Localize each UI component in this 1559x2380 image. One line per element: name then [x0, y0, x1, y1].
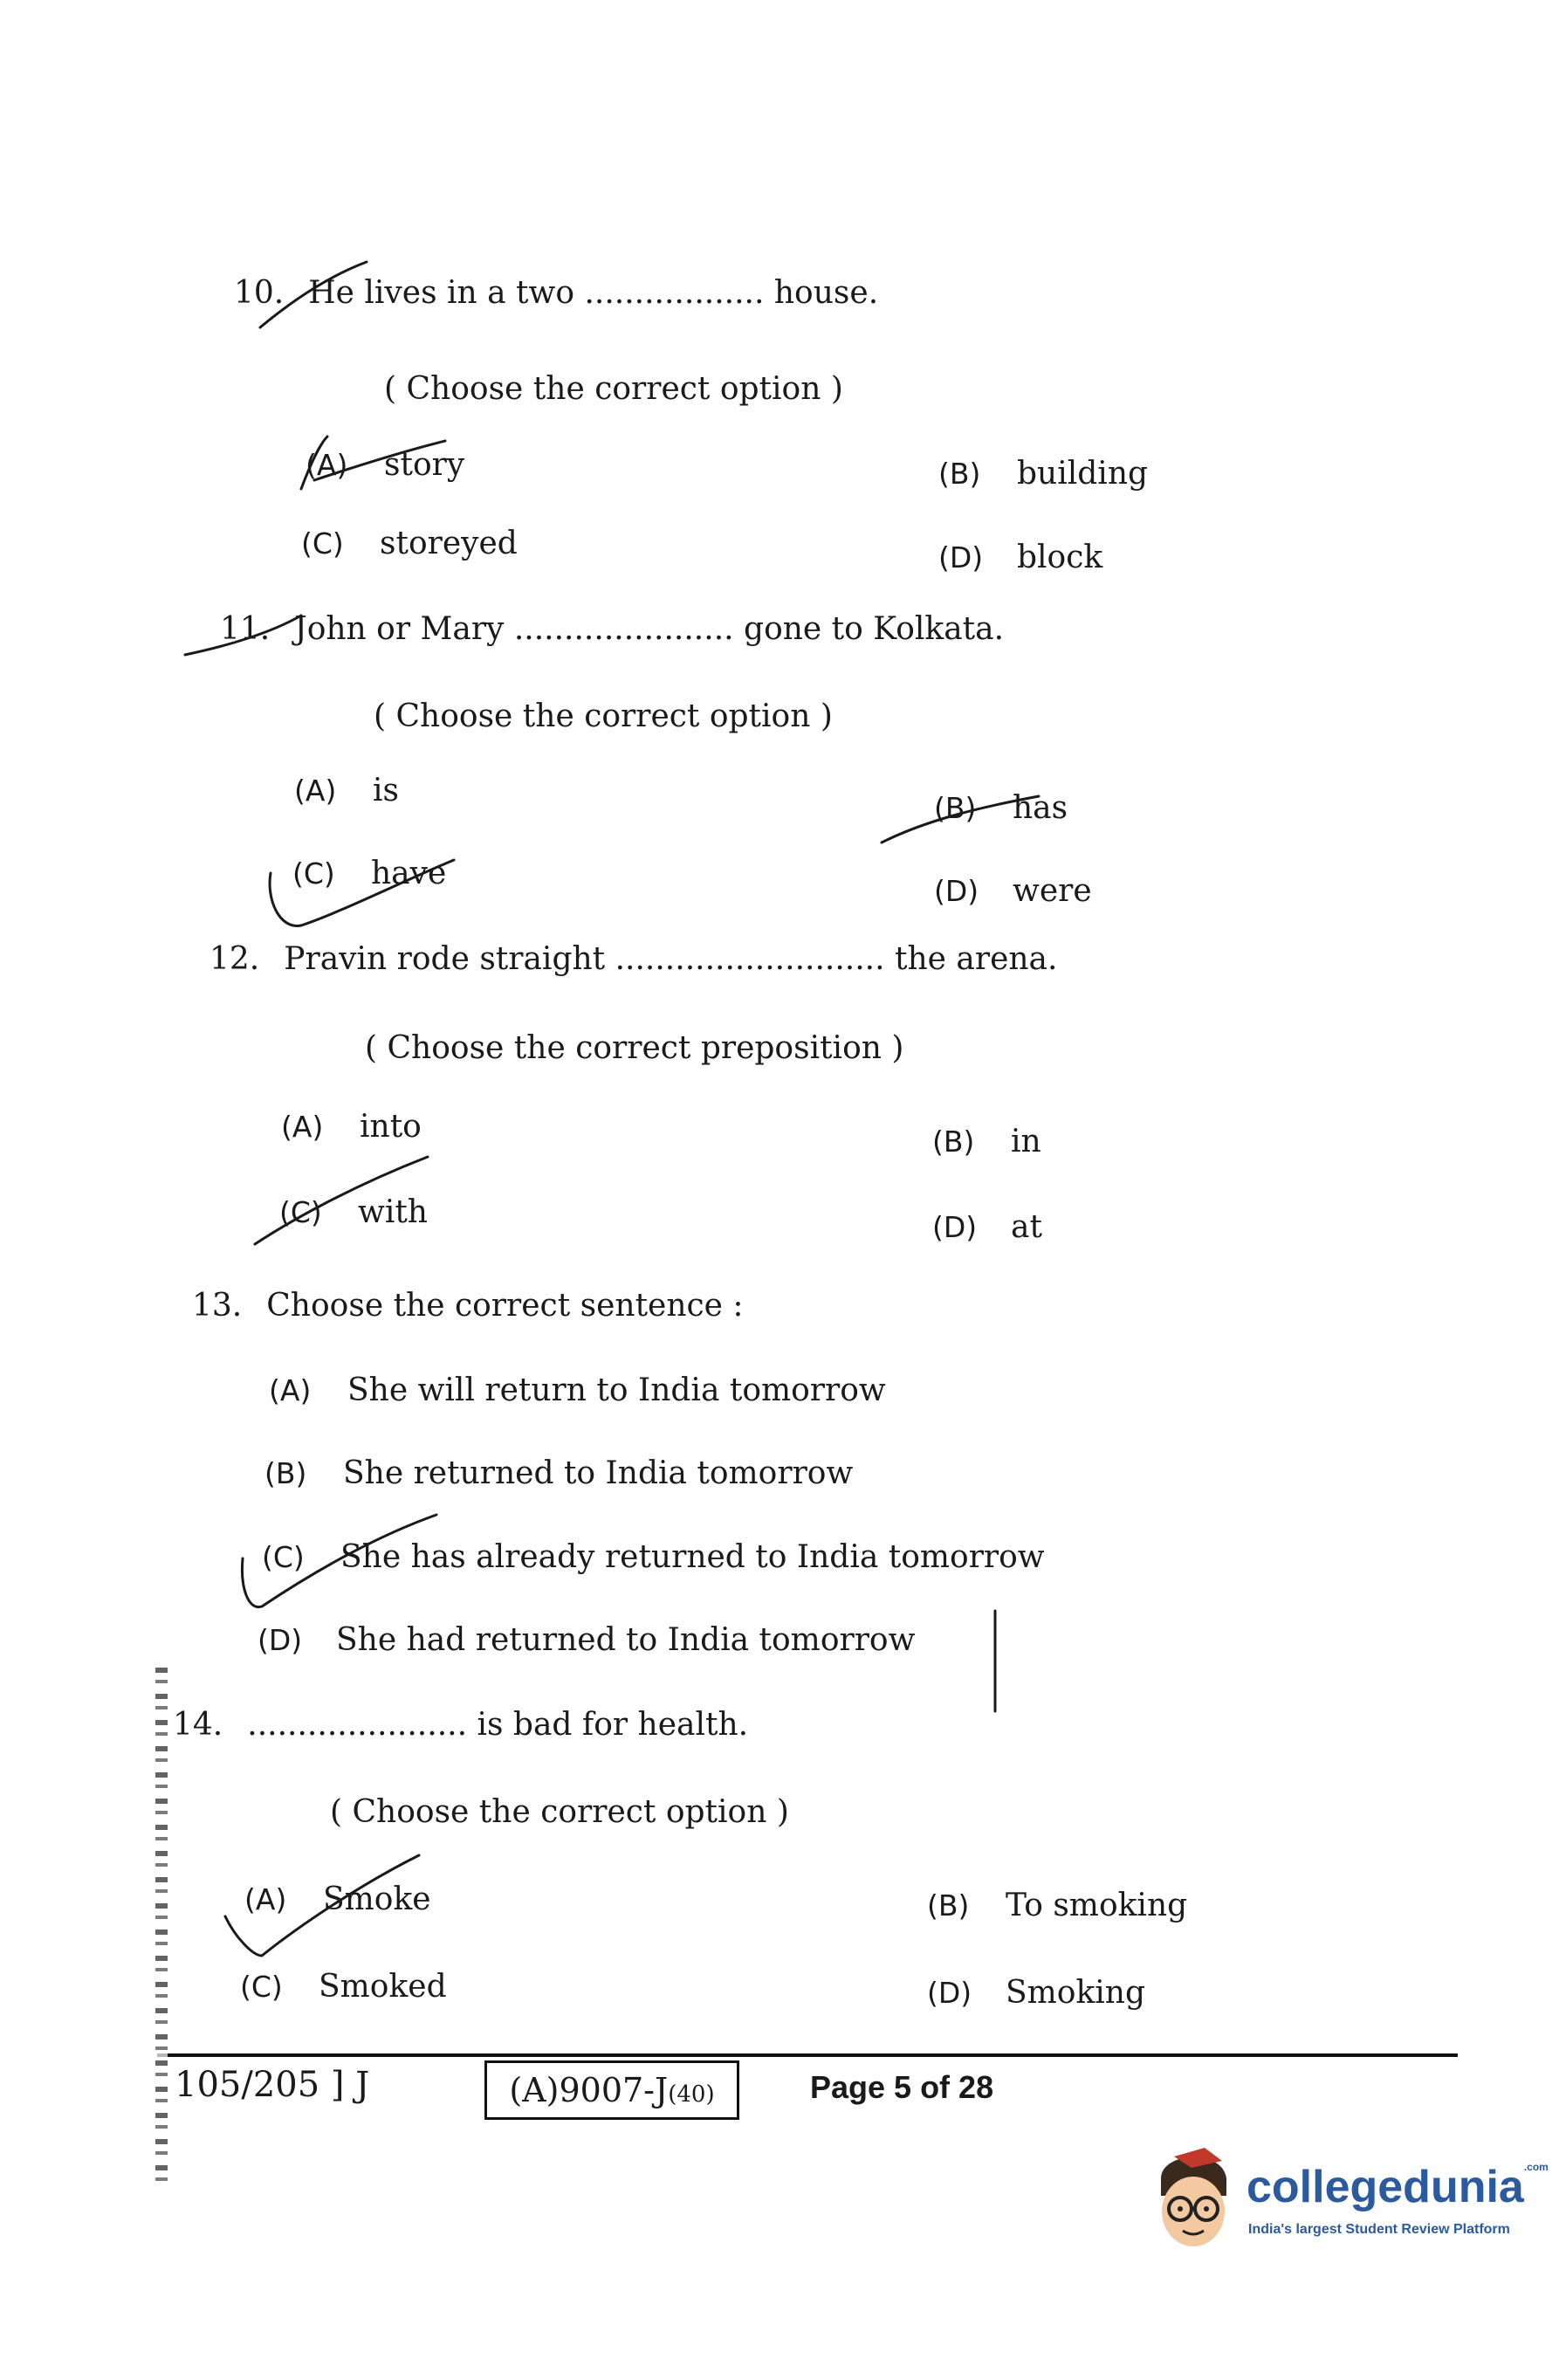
- option-text: have: [371, 856, 447, 891]
- option-letter: (B): [938, 457, 981, 491]
- question-text: Choose the correct sentence :: [266, 1288, 744, 1324]
- brand-name: collegedunia$^{.com}$: [1247, 2161, 1549, 2212]
- option-text: Smoke: [323, 1881, 431, 1917]
- option-text: were: [1013, 873, 1092, 909]
- question-12-option-d: [932, 1209, 1042, 1245]
- option-text: To smoking: [1006, 1888, 1188, 1923]
- question-11-stem: [220, 611, 1004, 647]
- option-letter: (B): [927, 1888, 970, 1923]
- question-13-option-d: [258, 1622, 915, 1658]
- option-letter: (A): [294, 774, 337, 808]
- question-number: 14.: [173, 1707, 223, 1743]
- option-letter: (D): [927, 1976, 972, 2010]
- question-number: 13.: [192, 1288, 243, 1324]
- question-10-option-a: [306, 447, 464, 483]
- question-14-option-c: [240, 1969, 447, 2005]
- question-14-instruction: ( Choose the correct option ): [330, 1794, 789, 1830]
- question-11-instruction: ( Choose the correct option ): [374, 698, 833, 734]
- question-12-option-a: [281, 1109, 422, 1145]
- option-text: She returned to India tomorrow: [343, 1455, 854, 1491]
- mascot-logo: [1143, 2143, 1240, 2257]
- question-13-stem: [192, 1288, 744, 1324]
- question-12-option-b: [932, 1124, 1041, 1159]
- collegedunia-watermark: [1143, 2143, 1549, 2257]
- footer-divider: [157, 2053, 1458, 2057]
- question-14-option-d: [927, 1975, 1145, 2011]
- question-number: 11.: [220, 611, 271, 647]
- paper-series-code: (A)9007-J: [509, 2071, 669, 2109]
- option-letter: (B): [932, 1125, 975, 1159]
- option-text: Smoking: [1006, 1975, 1146, 2011]
- question-13-option-a: [269, 1372, 886, 1408]
- page-number: Page 5 of 28: [810, 2069, 994, 2105]
- option-letter: (D): [258, 1623, 303, 1657]
- question-14-stem: [173, 1707, 748, 1743]
- question-10-option-b: [938, 456, 1148, 492]
- option-text: has: [1013, 790, 1068, 826]
- brand-tagline: India's largest Student Review Platform: [1248, 2222, 1510, 2237]
- option-letter: (A): [269, 1373, 312, 1407]
- question-12-instruction: ( Choose the correct preposition ): [365, 1030, 904, 1066]
- question-12-stem: [209, 941, 1057, 977]
- question-13-option-b: [264, 1455, 853, 1491]
- option-letter: (A): [244, 1882, 287, 1916]
- option-letter: (C): [301, 526, 344, 561]
- option-letter: (B): [264, 1456, 307, 1490]
- option-text: block: [1017, 540, 1103, 575]
- question-11-option-b: [934, 790, 1068, 826]
- paper-code: 105/205 ] J: [175, 2065, 370, 2105]
- option-letter: (A): [306, 448, 348, 482]
- question-14-option-b: [927, 1888, 1187, 1923]
- question-text: ...................... is bad for health.: [247, 1707, 749, 1743]
- question-11-option-d: [934, 873, 1092, 909]
- option-text: with: [358, 1194, 428, 1230]
- question-13-option-c: [262, 1539, 1045, 1575]
- question-10-option-d: [938, 540, 1102, 575]
- question-14-option-a: [244, 1881, 431, 1917]
- option-letter: (C): [279, 1195, 322, 1229]
- option-letter: (A): [281, 1110, 324, 1144]
- option-text: at: [1011, 1209, 1042, 1245]
- option-letter: (D): [938, 540, 984, 574]
- paper-series-suffix: (40): [668, 2081, 715, 2108]
- option-text: She will return to India tomorrow: [347, 1372, 886, 1408]
- option-letter: (B): [934, 791, 977, 825]
- question-text: He lives in a two .................. house.: [308, 275, 879, 311]
- option-letter: (C): [262, 1540, 305, 1574]
- option-letter: (C): [240, 1970, 283, 2004]
- option-text: building: [1017, 456, 1149, 492]
- question-text: Pravin rode straight ........................... the arena.: [284, 941, 1058, 977]
- option-letter: (C): [292, 856, 335, 891]
- question-11-option-c: [292, 856, 446, 891]
- question-10-option-c: [301, 526, 518, 561]
- option-text: story: [384, 447, 465, 483]
- option-text: is: [373, 773, 399, 808]
- option-text: Smoked: [319, 1969, 447, 2005]
- question-12-option-c: [279, 1194, 428, 1230]
- paper-series-box: [484, 2060, 739, 2120]
- option-text: She has already returned to India tomorrow: [340, 1539, 1045, 1575]
- question-10-instruction: ( Choose the correct option ): [384, 371, 843, 407]
- scan-binding-edge: [155, 1668, 168, 2191]
- question-10-stem: [234, 275, 878, 311]
- option-text: in: [1011, 1124, 1041, 1159]
- question-text: John or Mary ...................... gone to Kolkata.: [294, 611, 1005, 647]
- option-letter: (D): [934, 874, 979, 908]
- option-text: storeyed: [380, 526, 518, 561]
- option-letter: (D): [932, 1210, 978, 1244]
- question-number: 12.: [209, 941, 260, 977]
- question-number: 10.: [234, 275, 285, 311]
- option-text: She had returned to India tomorrow: [336, 1622, 916, 1658]
- question-11-option-a: [294, 773, 399, 808]
- option-text: into: [360, 1109, 422, 1145]
- brand-dotcom: .com: [1523, 2161, 1549, 2173]
